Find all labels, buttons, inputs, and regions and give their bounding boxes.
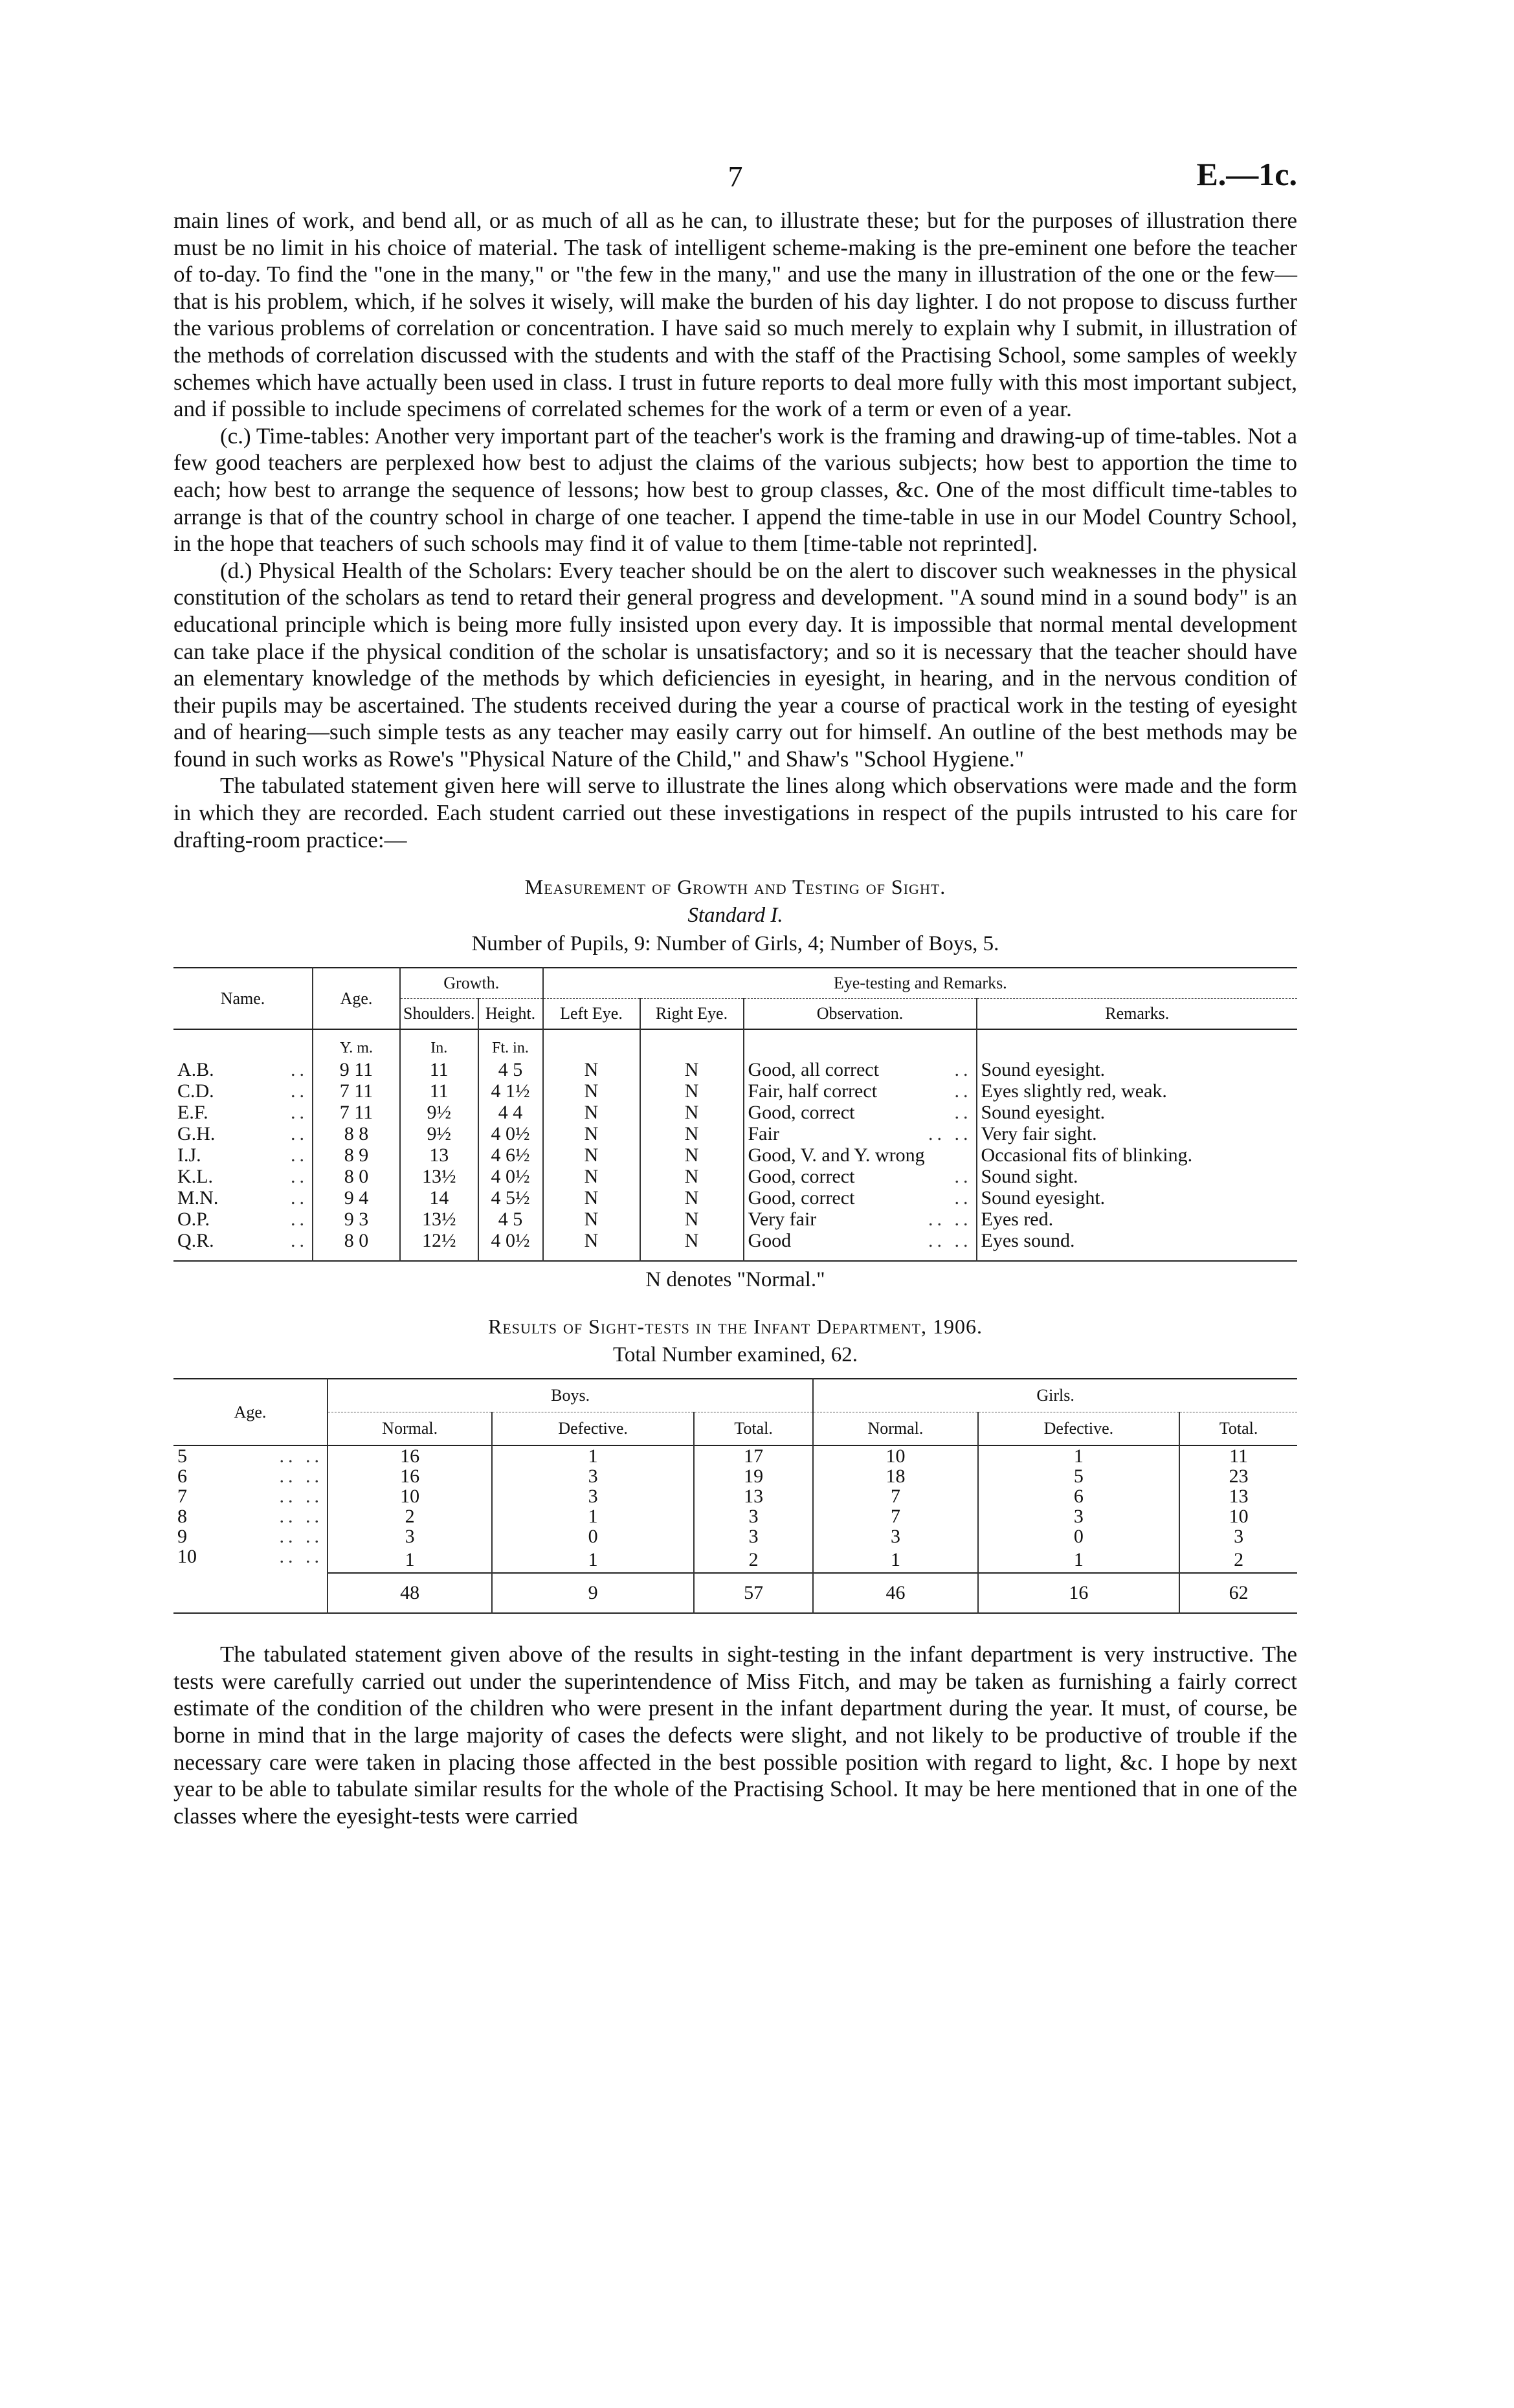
row-girls-defective: 1 (978, 1546, 1180, 1573)
col-observation: Observation. (744, 999, 977, 1030)
row-shoulders: 9½ (400, 1102, 478, 1123)
series-code: E.—1c. (1196, 156, 1297, 192)
col-height: Height. (478, 999, 543, 1030)
row-left-eye: N (543, 1144, 640, 1166)
row-age: 10 (177, 1546, 197, 1568)
table-row: A.B. .. 9 11 11 4 5 N N Good, all correct .. Sound eyesight. (173, 1059, 1297, 1080)
row-boys-total: 17 (694, 1446, 813, 1466)
row-height: 4 5 (478, 1059, 543, 1080)
table-row: I.J. .. 8 9 13 4 6½ N N Good, V. and Y. wrong Occasional fits of blinking. (173, 1144, 1297, 1166)
row-boys-defective: 1 (492, 1446, 694, 1466)
sight-tests-table (173, 1378, 1297, 1614)
total-girls-total: 62 (1179, 1573, 1297, 1613)
row-remarks: Eyes red. (977, 1209, 1298, 1230)
row-observation: Good, all correct (748, 1059, 879, 1081)
col-left-eye: Left Eye. (543, 999, 640, 1030)
row-girls-defective: 6 (978, 1486, 1180, 1506)
row-right-eye: N (640, 1230, 744, 1261)
row-left-eye: N (543, 1209, 640, 1230)
row-left-eye: N (543, 1187, 640, 1209)
row-right-eye: N (640, 1209, 744, 1230)
row-remarks: Eyes sound. (977, 1230, 1298, 1261)
row-age: 8 (177, 1506, 187, 1528)
row-boys-total: 3 (694, 1526, 813, 1546)
row-height: 4 4 (478, 1102, 543, 1123)
col-girls-normal: Normal. (813, 1412, 977, 1446)
row-left-eye: N (543, 1102, 640, 1123)
row-left-eye: N (543, 1080, 640, 1102)
row-boys-total: 2 (694, 1546, 813, 1573)
col-girls: Girls. (813, 1379, 1297, 1412)
row-boys-normal: 3 (328, 1526, 492, 1546)
table2-title: Results of Sight-tests in the Infant Department, 1906. (487, 1315, 983, 1339)
row-girls-total: 3 (1179, 1526, 1297, 1546)
col-age: Age. (173, 1379, 328, 1445)
row-boys-normal: 16 (328, 1466, 492, 1486)
growth-sight-table (173, 967, 1297, 1262)
row-name: A.B. (177, 1059, 214, 1081)
row-age: 7 11 (313, 1080, 400, 1102)
page-number: 7 (728, 160, 743, 193)
row-height: 4 5½ (478, 1187, 543, 1209)
row-right-eye: N (640, 1166, 744, 1187)
row-boys-normal: 2 (328, 1506, 492, 1526)
table-row: C.D. .. 7 11 11 4 1½ N N Fair, half correct .. Eyes slightly red, weak. (173, 1080, 1297, 1102)
row-boys-total: 19 (694, 1466, 813, 1486)
row-left-eye: N (543, 1059, 640, 1080)
col-eye-testing: Eye-testing and Remarks. (543, 968, 1298, 999)
row-girls-defective: 3 (978, 1506, 1180, 1526)
col-boys: Boys. (328, 1379, 813, 1412)
row-age: 8 0 (313, 1166, 400, 1187)
row-age: 8 9 (313, 1144, 400, 1166)
row-girls-normal: 7 (813, 1486, 977, 1506)
row-remarks: Sound eyesight. (977, 1059, 1298, 1080)
row-observation: Good, V. and Y. wrong (744, 1144, 977, 1166)
row-right-eye: N (640, 1123, 744, 1144)
col-shoulders: Shoulders. (400, 999, 478, 1030)
table-row: M.N. .. 9 4 14 4 5½ N N Good, correct .. Sound eyesight. (173, 1187, 1297, 1209)
row-left-eye: N (543, 1166, 640, 1187)
row-shoulders: 14 (400, 1187, 478, 1209)
row-boys-total: 3 (694, 1506, 813, 1526)
paragraph-1: main lines of work, and bend all, or as much of all as he can, to illustrate these; but for the purposes of illustration there must be no limit in his choice of material. The task of intelligent scheme-making is the pre-eminent one before the teacher of to-day. To find the "one in the many," or "the few in the many," and use the many in illustration of the one or the few—that is his problem, which, if he solves it wisely, will make the burden of his day lighter. I do not propose to discuss further the various problems of correlation or concentration. I have said so much merely to explain why I submit, in illustration of the methods of correlation discussed with the students and with the staff of the Practising School, some samples of weekly schemes which have actually been used in class. I trust in future reports to deal more fully with this most important subject, and if possible to include specimens of correlated schemes for the work of a term or even of a year. (173, 208, 1297, 422)
row-shoulders: 11 (400, 1080, 478, 1102)
col-growth: Growth. (400, 968, 543, 999)
table-row: 7 .. .. 10 3 13 7 6 13 (173, 1486, 1297, 1506)
row-boys-defective: 3 (492, 1466, 694, 1486)
table-row: G.H. .. 8 8 9½ 4 0½ N N Fair .. .. Very fair sight. (173, 1123, 1297, 1144)
row-age: 7 11 (313, 1102, 400, 1123)
total-girls-defective: 16 (978, 1573, 1180, 1613)
col-age: Age. (313, 968, 400, 1029)
table1-note: N denotes "Normal." (645, 1268, 825, 1292)
total-girls-normal: 46 (813, 1573, 977, 1613)
row-age: 8 8 (313, 1123, 400, 1144)
table-row: 6 .. .. 16 3 19 18 5 23 (173, 1466, 1297, 1486)
table-row: 10 .. .. 1 1 2 1 1 2 (173, 1546, 1297, 1573)
row-name: G.H. (177, 1123, 216, 1145)
unit-shoulders: In. (400, 1029, 478, 1059)
row-girls-normal: 1 (813, 1546, 977, 1573)
table-row: Q.R. .. 8 0 12½ 4 0½ N N Good .. .. Eyes sound. (173, 1230, 1297, 1261)
row-left-eye: N (543, 1230, 640, 1261)
table-row: 5 .. .. 16 1 17 10 1 11 (173, 1446, 1297, 1466)
row-right-eye: N (640, 1102, 744, 1123)
row-name: E.F. (177, 1102, 208, 1124)
row-height: 4 0½ (478, 1123, 543, 1144)
row-right-eye: N (640, 1080, 744, 1102)
col-girls-defective: Defective. (978, 1412, 1180, 1446)
row-height: 4 0½ (478, 1166, 543, 1187)
row-boys-defective: 1 (492, 1546, 694, 1573)
row-boys-defective: 0 (492, 1526, 694, 1546)
row-girls-total: 23 (1179, 1466, 1297, 1486)
row-girls-normal: 7 (813, 1506, 977, 1526)
unit-height: Ft. in. (478, 1029, 543, 1059)
row-height: 4 0½ (478, 1230, 543, 1261)
row-name: O.P. (177, 1209, 210, 1231)
totals-row (173, 1573, 1297, 1613)
row-remarks: Eyes slightly red, weak. (977, 1080, 1298, 1102)
row-observation: Very fair (748, 1209, 817, 1231)
row-observation: Good (748, 1230, 792, 1252)
table2-subtitle: Total Number examined, 62. (612, 1343, 858, 1367)
row-remarks: Sound eyesight. (977, 1102, 1298, 1123)
row-remarks: Occasional fits of blinking. (977, 1144, 1298, 1166)
row-girls-defective: 0 (978, 1526, 1180, 1546)
row-name: C.D. (177, 1080, 214, 1102)
table1-subtitle: Standard I. (687, 904, 783, 928)
row-age: 9 4 (313, 1187, 400, 1209)
row-girls-defective: 5 (978, 1466, 1180, 1486)
col-girls-total: Total. (1179, 1412, 1297, 1446)
row-height: 4 1½ (478, 1080, 543, 1102)
row-name: M.N. (177, 1187, 219, 1209)
row-girls-total: 10 (1179, 1506, 1297, 1526)
row-left-eye: N (543, 1123, 640, 1144)
total-boys-total: 57 (694, 1573, 813, 1613)
row-remarks: Sound eyesight. (977, 1187, 1298, 1209)
row-observation: Good, correct (748, 1166, 855, 1188)
col-boys-total: Total. (694, 1412, 813, 1446)
row-girls-normal: 18 (813, 1466, 977, 1486)
row-shoulders: 13½ (400, 1166, 478, 1187)
table1-title: Measurement of Growth and Testing of Sight. (524, 875, 946, 899)
row-age: 9 (177, 1526, 187, 1548)
row-boys-defective: 3 (492, 1486, 694, 1506)
paragraph-tabulated-intro: The tabulated statement given here will serve to illustrate the lines along which observations were made and the form in which they are recorded. Each student carried out these investigations in respect of the pupils intrusted to his care for drafting-room practice:— (173, 773, 1297, 853)
document-page (173, 155, 1297, 1829)
total-boys-normal: 48 (328, 1573, 492, 1613)
row-observation: Good, correct (748, 1187, 855, 1209)
row-age: 9 11 (313, 1059, 400, 1080)
col-remarks: Remarks. (977, 999, 1298, 1030)
paragraph-timetables: (c.) Time-tables: Another very important part of the teacher's work is the framing and drawing-up of time-tables. Not a few good teachers are perplexed how best to adjust the claims of the various subjects; how best to apportion the time to each; how best to arrange the sequence of lessons; how best to group classes, &c. One of the most difficult time-tables to arrange is that of the country school in charge of one teacher. I append the time-table in use in our Model Country School, in the hope that teachers of such schools may find it of value to them [time-table not reprinted]. (173, 423, 1297, 557)
table-row: O.P. .. 9 3 13½ 4 5 N N Very fair .. .. Eyes red. (173, 1209, 1297, 1230)
table1-summary: Number of Pupils, 9: Number of Girls, 4; Number of Boys, 5. (471, 932, 999, 956)
row-name: Q.R. (177, 1230, 214, 1252)
row-observation: Good, correct (748, 1102, 855, 1124)
table-row: E.F. .. 7 11 9½ 4 4 N N Good, correct .. Sound eyesight. (173, 1102, 1297, 1123)
row-name: I.J. (177, 1144, 201, 1166)
row-shoulders: 13 (400, 1144, 478, 1166)
row-age: 5 (177, 1445, 187, 1467)
row-boys-normal: 10 (328, 1486, 492, 1506)
row-shoulders: 11 (400, 1059, 478, 1080)
row-age: 8 0 (313, 1230, 400, 1261)
row-remarks: Sound sight. (977, 1166, 1298, 1187)
paragraph-results-discussion: The tabulated statement given above of the results in sight-testing in the infant department is very instructive. The tests were carefully carried out under the superintendence of Miss Fitch, and may be taken as furnishing a fairly correct estimate of the condition of the children who were present in the infant department during the year. It must, of course, be borne in mind that in the large majority of cases the defects were slight, and not likely to be productive of trouble if the necessary care were taken in placing those affected in the best possible position with regard to light, &c. I hope by next year to be able to tabulate similar results for the whole of the Practising School. It may be here mentioned that in one of the classes where the eyesight-tests were carried (173, 1642, 1297, 1829)
row-observation: Fair (748, 1123, 779, 1145)
col-name: Name. (173, 968, 313, 1029)
table-row: 9 .. .. 3 0 3 3 0 3 (173, 1526, 1297, 1546)
col-right-eye: Right Eye. (640, 999, 744, 1030)
row-right-eye: N (640, 1187, 744, 1209)
row-girls-defective: 1 (978, 1446, 1180, 1466)
row-girls-normal: 3 (813, 1526, 977, 1546)
paragraph-physical-health: (d.) Physical Health of the Scholars: Every teacher should be on the alert to discover such weaknesses in the physical constitution of the scholars as tend to retard their general progress and development. "A sound mind in a sound body" is an educational principle which is being more fully insisted upon every day. It is impossible that normal mental development can take place if the physical condition of the scholar is unsatisfactory; and so it is necessary that the teacher should have an elementary knowledge of the methods by which deficiencies in eyesight, in hearing, and in the nervous condition of their pupils may be ascertained. The students received during the year a course of practical work in the testing of eyesight and of hearing—such simple tests as any teacher may easily carry out for himself. An outline of the best methods may be found in such works as Rowe's "Physical Nature of the Child," and Shaw's "School Hygiene." (173, 557, 1297, 772)
row-height: 4 5 (478, 1209, 543, 1230)
row-boys-total: 13 (694, 1486, 813, 1506)
row-age: 7 (177, 1486, 187, 1508)
row-girls-total: 13 (1179, 1486, 1297, 1506)
table-row: 8 .. .. 2 1 3 7 3 10 (173, 1506, 1297, 1526)
page-header (173, 155, 1297, 207)
total-boys-defective: 9 (492, 1573, 694, 1613)
row-observation: Fair, half correct (748, 1080, 878, 1102)
row-shoulders: 13½ (400, 1209, 478, 1230)
row-height: 4 6½ (478, 1144, 543, 1166)
row-right-eye: N (640, 1144, 744, 1166)
row-boys-defective: 1 (492, 1506, 694, 1526)
unit-age: Y. m. (313, 1029, 400, 1059)
row-girls-total: 2 (1179, 1546, 1297, 1573)
row-shoulders: 9½ (400, 1123, 478, 1144)
col-boys-normal: Normal. (328, 1412, 492, 1446)
row-remarks: Very fair sight. (977, 1123, 1298, 1144)
row-girls-total: 11 (1179, 1446, 1297, 1466)
row-shoulders: 12½ (400, 1230, 478, 1261)
table-row: K.L. .. 8 0 13½ 4 0½ N N Good, correct .. Sound sight. (173, 1166, 1297, 1187)
row-age: 6 (177, 1466, 187, 1488)
row-girls-normal: 10 (813, 1446, 977, 1466)
units-row (173, 1029, 1297, 1059)
row-boys-normal: 1 (328, 1546, 492, 1573)
col-boys-defective: Defective. (492, 1412, 694, 1446)
row-name: K.L. (177, 1166, 213, 1188)
row-right-eye: N (640, 1059, 744, 1080)
row-age: 9 3 (313, 1209, 400, 1230)
row-boys-normal: 16 (328, 1446, 492, 1466)
